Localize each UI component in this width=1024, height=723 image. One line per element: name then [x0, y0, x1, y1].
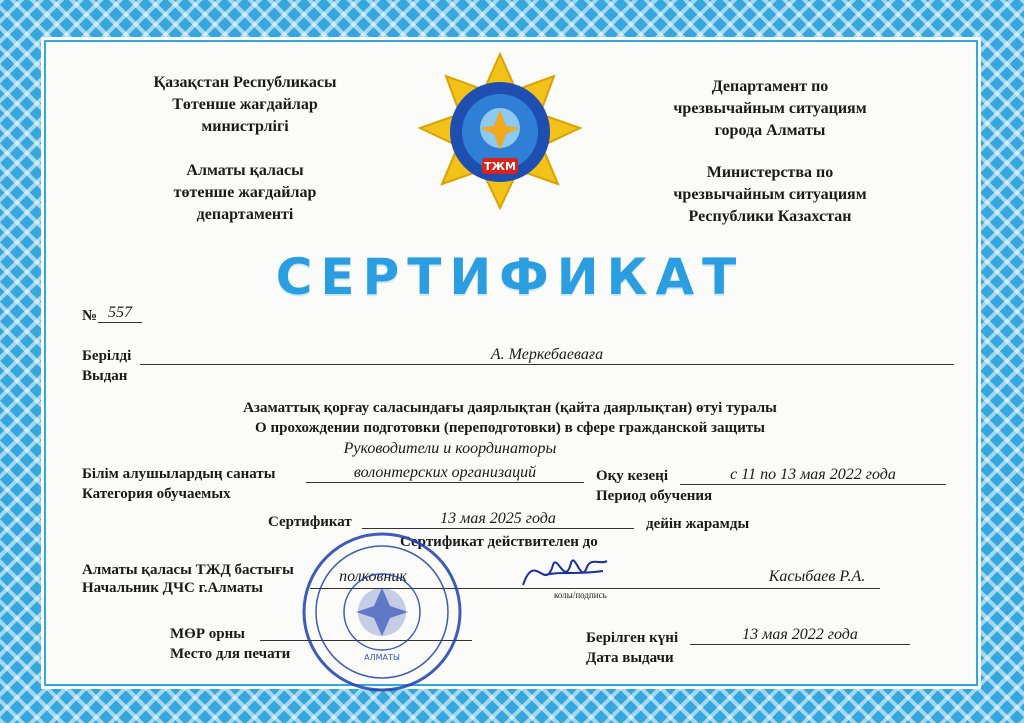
chief-rank: полковник	[339, 568, 407, 585]
header-left-line4: Алматы қаласы	[186, 162, 304, 179]
ministry-emblem-icon	[416, 52, 584, 222]
period-label-ru: Период обучения	[596, 488, 713, 504]
header-right-line3: города Алматы	[714, 122, 826, 139]
chief-label-kz: Алматы қаласы ТЖД бастығы	[82, 562, 294, 578]
header-left-line3: министрлігі	[201, 118, 289, 135]
header-left-line6: департаменті	[196, 206, 294, 223]
header-right-department	[655, 76, 885, 142]
validity-label-ru: Сертификат действителен до	[400, 534, 598, 550]
chief-label-ru: Начальник ДЧС г.Алматы	[82, 580, 264, 596]
header-left-department	[140, 160, 350, 226]
header-left-line1: Қазақстан Республикасы	[153, 74, 337, 91]
header-left-ministry	[140, 72, 350, 138]
header-right-line5: чрезвычайным ситуациям	[673, 186, 867, 203]
category-value-line2: волонтерских организаций	[306, 464, 584, 483]
validity-value: 13 мая 2025 года	[362, 510, 634, 529]
issue-date-label-kz: Берілген күні	[586, 630, 679, 646]
header-left-line2: Төтенше жағдайлар	[172, 96, 318, 113]
header-right-line4: Министерства по	[706, 164, 834, 181]
course-line-kz: Азаматтық қорғау саласындағы даярлықтан (қайта даярлықтан) өтуі туралы	[243, 400, 777, 416]
chief-name: Касыбаев Р.А.	[768, 568, 866, 585]
seal-label-kz: МӨР орны	[170, 626, 245, 642]
header-left-line5: төтенше жағдайлар	[173, 184, 317, 201]
seal-label-ru: Место для печати	[170, 646, 291, 662]
issued-to-label-kz: Берілді	[82, 348, 132, 364]
course-line-ru: О прохождении подготовки (переподготовки) в сфере гражданской защиты	[255, 420, 765, 436]
period-label-kz: Оқу кезеңі	[596, 468, 668, 484]
header-right-line1: Департамент по	[711, 78, 829, 95]
stamp-center-text: АЛМАТЫ	[364, 653, 400, 662]
certificate-title: СЕРТИФИКАТ	[275, 248, 745, 306]
issued-to-value: А. Меркебаеваға	[140, 346, 954, 365]
period-value: с 11 по 13 мая 2022 года	[680, 466, 946, 485]
issue-date-label-ru: Дата выдачи	[586, 650, 674, 666]
header-right-line6: Республики Казахстан	[688, 208, 852, 225]
signature-caption: колы/подпись	[554, 590, 607, 600]
category-value-line1: Руководители и координаторы	[343, 440, 557, 457]
validity-suffix-kz: дейін жарамды	[646, 516, 750, 532]
number-label: №	[82, 308, 98, 324]
header-right-line2: чрезвычайным ситуациям	[673, 100, 867, 117]
issued-to-label-ru: Выдан	[82, 368, 128, 384]
number-value: 557	[98, 304, 142, 323]
category-label-ru: Категория обучаемых	[82, 486, 231, 502]
handwritten-signature	[515, 545, 615, 600]
header-right-ministry	[655, 162, 885, 228]
official-stamp-icon	[300, 530, 464, 694]
category-label-kz: Білім алушылардың санаты	[82, 466, 276, 482]
emblem-text: ТЖМ	[484, 160, 516, 173]
issue-date-value: 13 мая 2022 года	[690, 626, 910, 645]
validity-label-kz: Сертификат	[268, 514, 352, 530]
